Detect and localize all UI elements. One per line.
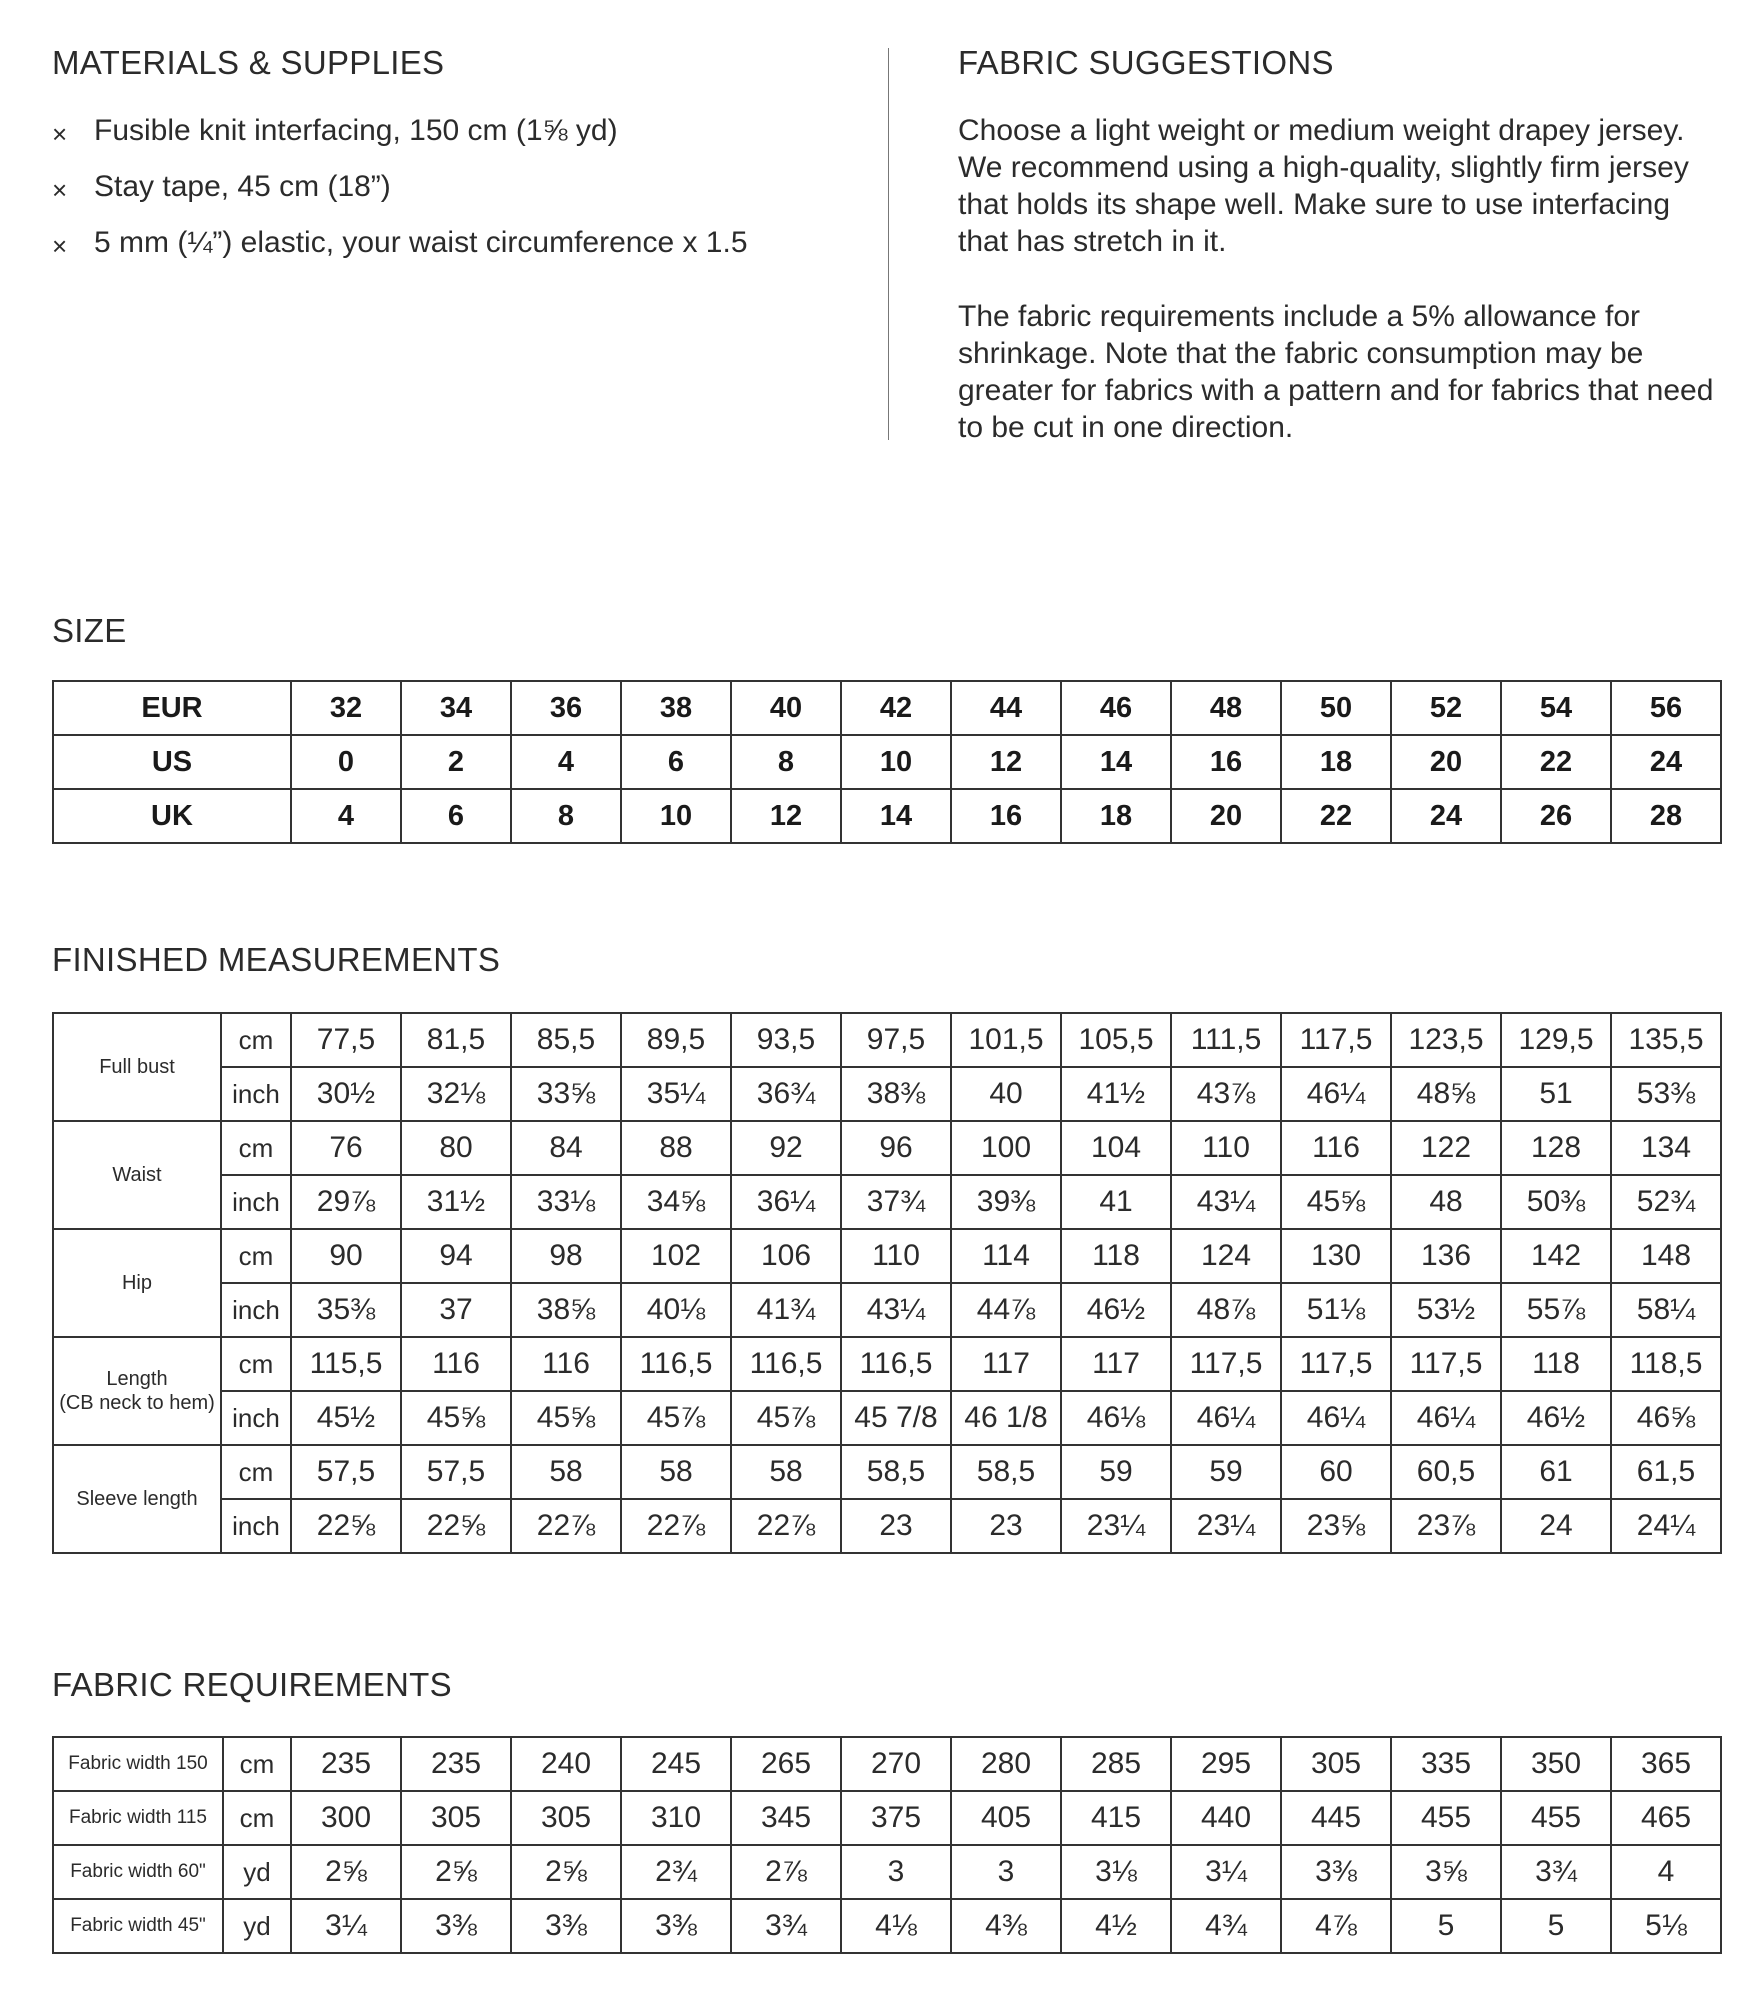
size-cell: 14: [841, 789, 951, 843]
fabric-width-label: Fabric width 45": [53, 1899, 223, 1953]
measurement-cell: 33⅝: [511, 1067, 621, 1121]
fabric-amount-cell: 5: [1391, 1899, 1501, 1953]
table-row: [53, 1229, 1721, 1283]
measurement-cell: 36¼: [731, 1175, 841, 1229]
measurement-cell: 58: [621, 1445, 731, 1499]
measurement-cell: 45⅝: [401, 1391, 511, 1445]
measurement-cell: 117,5: [1391, 1337, 1501, 1391]
fabric-amount-cell: 310: [621, 1791, 731, 1845]
measurement-cell: 110: [841, 1229, 951, 1283]
finished-measurements-heading: FINISHED MEASUREMENTS: [52, 941, 501, 978]
size-cell: 26: [1501, 789, 1611, 843]
measurement-cell: 58: [731, 1445, 841, 1499]
size-system-label: UK: [53, 789, 291, 843]
fabric-amount-cell: 2⅝: [511, 1845, 621, 1899]
size-cell: 34: [401, 681, 511, 735]
measurement-cell: 117,5: [1171, 1337, 1281, 1391]
measurement-cell: 129,5: [1501, 1013, 1611, 1067]
size-cell: 4: [291, 789, 401, 843]
measurement-cell: 118,5: [1611, 1337, 1721, 1391]
size-cell: 0: [291, 735, 401, 789]
measurement-cell: 22⅞: [621, 1499, 731, 1553]
measurement-cell: 53⅜: [1611, 1067, 1721, 1121]
measurement-cell: 58: [511, 1445, 621, 1499]
size-heading: SIZE: [52, 612, 127, 649]
measurement-cell: 94: [401, 1229, 511, 1283]
table-row: [53, 1121, 1721, 1175]
fabric-requirements-heading: FABRIC REQUIREMENTS: [52, 1666, 452, 1703]
measurement-cell: 58¼: [1611, 1283, 1721, 1337]
size-cell: 16: [951, 789, 1061, 843]
size-cell: 48: [1171, 681, 1281, 735]
cross-bullet-icon: ×: [52, 119, 68, 149]
measurement-cell: 128: [1501, 1121, 1611, 1175]
measurement-cell: 48: [1391, 1175, 1501, 1229]
size-cell: 22: [1281, 789, 1391, 843]
size-cell: 20: [1391, 735, 1501, 789]
size-cell: 28: [1611, 789, 1721, 843]
fabric-amount-cell: 2⅝: [401, 1845, 511, 1899]
fabric-amount-cell: 235: [291, 1737, 401, 1791]
measurement-cell: 48⅝: [1391, 1067, 1501, 1121]
fabric-amount-cell: 3⅜: [401, 1899, 511, 1953]
fabric-amount-cell: 415: [1061, 1791, 1171, 1845]
fabric-amount-cell: 5: [1501, 1899, 1611, 1953]
fabric-amount-cell: 3: [841, 1845, 951, 1899]
measurement-label: Length (CB neck to hem): [53, 1337, 221, 1445]
measurement-cell: 38⅝: [511, 1283, 621, 1337]
measurement-cell: 60,5: [1391, 1445, 1501, 1499]
fabric-amount-cell: 445: [1281, 1791, 1391, 1845]
measurement-cell: 117,5: [1281, 1337, 1391, 1391]
size-cell: 50: [1281, 681, 1391, 735]
measurement-cell: 116,5: [841, 1337, 951, 1391]
table-row: [53, 1175, 1721, 1229]
table-row: [53, 1067, 1721, 1121]
size-cell: 12: [731, 789, 841, 843]
table-row: [53, 735, 1721, 789]
size-cell: 6: [621, 735, 731, 789]
size-cell: 40: [731, 681, 841, 735]
fabric-amount-cell: 305: [401, 1791, 511, 1845]
measurement-cell: 123,5: [1391, 1013, 1501, 1067]
fabric-amount-cell: 4: [1611, 1845, 1721, 1899]
cross-bullet-icon: ×: [52, 231, 68, 261]
measurement-cell: 81,5: [401, 1013, 511, 1067]
measurement-cell: 115,5: [291, 1337, 401, 1391]
fabric-amount-cell: 440: [1171, 1791, 1281, 1845]
fabric-amount-cell: 455: [1501, 1791, 1611, 1845]
fabric-amount-cell: 3¼: [291, 1899, 401, 1953]
measurement-cell: 102: [621, 1229, 731, 1283]
fabric-amount-cell: 3⅛: [1061, 1845, 1171, 1899]
measurement-cell: 40: [951, 1067, 1061, 1121]
measurement-cell: 100: [951, 1121, 1061, 1175]
fabric-amount-cell: 2⅝: [291, 1845, 401, 1899]
fabric-amount-cell: 240: [511, 1737, 621, 1791]
fabric-requirements-table: [52, 1736, 1722, 1954]
fabric-amount-cell: 4⅞: [1281, 1899, 1391, 1953]
measurement-cell: 61: [1501, 1445, 1611, 1499]
measurement-cell: 35¼: [621, 1067, 731, 1121]
measurement-cell: 117,5: [1281, 1013, 1391, 1067]
measurement-cell: 23: [841, 1499, 951, 1553]
size-cell: 10: [621, 789, 731, 843]
size-cell: 12: [951, 735, 1061, 789]
fabric-amount-cell: 375: [841, 1791, 951, 1845]
table-row: [53, 1499, 1721, 1553]
size-cell: 24: [1391, 789, 1501, 843]
measurement-cell: 33⅛: [511, 1175, 621, 1229]
measurement-cell: 32⅛: [401, 1067, 511, 1121]
fabric-amount-cell: 3¼: [1171, 1845, 1281, 1899]
fabric-amount-cell: 3⅜: [1281, 1845, 1391, 1899]
measurement-cell: 46⅛: [1061, 1391, 1171, 1445]
measurement-cell: 23⅝: [1281, 1499, 1391, 1553]
measurement-cell: 57,5: [291, 1445, 401, 1499]
materials-item: [52, 166, 852, 222]
measurement-cell: 45½: [291, 1391, 401, 1445]
measurement-cell: 59: [1061, 1445, 1171, 1499]
measurement-cell: 116: [1281, 1121, 1391, 1175]
unit-cell: cm: [223, 1791, 291, 1845]
unit-cell: cm: [223, 1737, 291, 1791]
measurement-cell: 57,5: [401, 1445, 511, 1499]
measurement-cell: 52¾: [1611, 1175, 1721, 1229]
size-cell: 14: [1061, 735, 1171, 789]
measurement-cell: 114: [951, 1229, 1061, 1283]
size-cell: 16: [1171, 735, 1281, 789]
measurement-cell: 45⅝: [511, 1391, 621, 1445]
measurement-cell: 41: [1061, 1175, 1171, 1229]
measurement-cell: 122: [1391, 1121, 1501, 1175]
measurement-cell: 22⅝: [291, 1499, 401, 1553]
measurement-cell: 98: [511, 1229, 621, 1283]
measurement-label: Full bust: [53, 1013, 221, 1121]
measurement-cell: 24¼: [1611, 1499, 1721, 1553]
fabric-amount-cell: 295: [1171, 1737, 1281, 1791]
unit-cell: cm: [221, 1445, 291, 1499]
measurement-cell: 58,5: [951, 1445, 1061, 1499]
measurement-cell: 84: [511, 1121, 621, 1175]
unit-cell: cm: [221, 1229, 291, 1283]
measurement-cell: 46¼: [1391, 1391, 1501, 1445]
measurement-cell: 53½: [1391, 1283, 1501, 1337]
size-cell: 24: [1611, 735, 1721, 789]
measurement-cell: 23¼: [1061, 1499, 1171, 1553]
unit-cell: yd: [223, 1845, 291, 1899]
measurement-cell: 50⅜: [1501, 1175, 1611, 1229]
measurement-cell: 43¼: [1171, 1175, 1281, 1229]
measurement-cell: 92: [731, 1121, 841, 1175]
table-row: [53, 1845, 1721, 1899]
size-cell: 52: [1391, 681, 1501, 735]
measurement-cell: 58,5: [841, 1445, 951, 1499]
unit-cell: inch: [221, 1175, 291, 1229]
fabric-amount-cell: 270: [841, 1737, 951, 1791]
measurement-cell: 111,5: [1171, 1013, 1281, 1067]
measurement-cell: 51⅛: [1281, 1283, 1391, 1337]
size-cell: 22: [1501, 735, 1611, 789]
fabric-amount-cell: 3⅜: [511, 1899, 621, 1953]
measurement-cell: 44⅞: [951, 1283, 1061, 1337]
measurement-cell: 23: [951, 1499, 1061, 1553]
unit-cell: inch: [221, 1499, 291, 1553]
measurement-cell: 37¾: [841, 1175, 951, 1229]
size-cell: 4: [511, 735, 621, 789]
measurement-cell: 23¼: [1171, 1499, 1281, 1553]
measurement-cell: 59: [1171, 1445, 1281, 1499]
measurement-cell: 22⅝: [401, 1499, 511, 1553]
measurement-cell: 38⅜: [841, 1067, 951, 1121]
measurement-cell: 135,5: [1611, 1013, 1721, 1067]
fabric-suggestions-paragraph-2: The fabric requirements include a 5% allowance for shrinkage. Note that the fabric consumption may be greater for fabrics with a pattern and for fabrics that need to be cut in one direction.: [958, 300, 1714, 444]
measurement-cell: 48⅞: [1171, 1283, 1281, 1337]
measurement-cell: 37: [401, 1283, 511, 1337]
measurement-cell: 90: [291, 1229, 401, 1283]
size-cell: 6: [401, 789, 511, 843]
fabric-width-label: Fabric width 60": [53, 1845, 223, 1899]
fabric-suggestions-heading: FABRIC SUGGESTIONS: [958, 44, 1334, 81]
fabric-amount-cell: 365: [1611, 1737, 1721, 1791]
column-divider: [888, 48, 889, 440]
measurement-cell: 46¼: [1171, 1391, 1281, 1445]
size-cell: 32: [291, 681, 401, 735]
size-cell: 8: [731, 735, 841, 789]
measurement-cell: 29⅞: [291, 1175, 401, 1229]
fabric-amount-cell: 265: [731, 1737, 841, 1791]
measurement-label: Waist: [53, 1121, 221, 1229]
unit-cell: cm: [221, 1121, 291, 1175]
measurement-cell: 60: [1281, 1445, 1391, 1499]
measurement-cell: 116: [511, 1337, 621, 1391]
measurement-cell: 30½: [291, 1067, 401, 1121]
table-row: [53, 681, 1721, 735]
size-cell: 46: [1061, 681, 1171, 735]
size-cell: 36: [511, 681, 621, 735]
measurement-cell: 55⅞: [1501, 1283, 1611, 1337]
table-row: [53, 1013, 1721, 1067]
measurement-cell: 85,5: [511, 1013, 621, 1067]
table-row: [53, 1791, 1721, 1845]
measurement-cell: 40⅛: [621, 1283, 731, 1337]
measurement-cell: 116,5: [621, 1337, 731, 1391]
measurement-cell: 46½: [1061, 1283, 1171, 1337]
measurement-cell: 46¼: [1281, 1067, 1391, 1121]
fabric-amount-cell: 3¾: [731, 1899, 841, 1953]
measurement-cell: 45⅝: [1281, 1175, 1391, 1229]
measurement-cell: 45⅞: [731, 1391, 841, 1445]
measurement-cell: 93,5: [731, 1013, 841, 1067]
size-cell: 42: [841, 681, 951, 735]
unit-cell: inch: [221, 1391, 291, 1445]
measurement-cell: 110: [1171, 1121, 1281, 1175]
materials-item-text: Stay tape, 45 cm (18”): [94, 170, 391, 203]
measurement-label: Sleeve length: [53, 1445, 221, 1553]
fabric-width-label: Fabric width 150: [53, 1737, 223, 1791]
fabric-amount-cell: 335: [1391, 1737, 1501, 1791]
fabric-amount-cell: 280: [951, 1737, 1061, 1791]
fabric-amount-cell: 305: [1281, 1737, 1391, 1791]
measurement-cell: 45⅞: [621, 1391, 731, 1445]
unit-cell: yd: [223, 1899, 291, 1953]
size-cell: 18: [1281, 735, 1391, 789]
measurement-cell: 45 7/8: [841, 1391, 951, 1445]
measurement-cell: 22⅞: [511, 1499, 621, 1553]
fabric-amount-cell: 4⅜: [951, 1899, 1061, 1953]
measurement-cell: 130: [1281, 1229, 1391, 1283]
measurement-cell: 41¾: [731, 1283, 841, 1337]
size-cell: 8: [511, 789, 621, 843]
size-system-label: US: [53, 735, 291, 789]
cross-bullet-icon: ×: [52, 175, 68, 205]
unit-cell: inch: [221, 1283, 291, 1337]
size-cell: 44: [951, 681, 1061, 735]
fabric-amount-cell: 3⅜: [621, 1899, 731, 1953]
measurement-cell: 89,5: [621, 1013, 731, 1067]
measurement-label: Hip: [53, 1229, 221, 1337]
table-row: [53, 1445, 1721, 1499]
size-system-label: EUR: [53, 681, 291, 735]
fabric-amount-cell: 345: [731, 1791, 841, 1845]
fabric-amount-cell: 4⅛: [841, 1899, 951, 1953]
measurement-cell: 23⅞: [1391, 1499, 1501, 1553]
materials-heading: MATERIALS & SUPPLIES: [52, 44, 445, 81]
fabric-amount-cell: 350: [1501, 1737, 1611, 1791]
table-row: [53, 1337, 1721, 1391]
fabric-amount-cell: 2⅞: [731, 1845, 841, 1899]
measurement-cell: 61,5: [1611, 1445, 1721, 1499]
measurement-cell: 51: [1501, 1067, 1611, 1121]
fabric-amount-cell: 465: [1611, 1791, 1721, 1845]
measurement-cell: 31½: [401, 1175, 511, 1229]
measurement-cell: 46⅝: [1611, 1391, 1721, 1445]
measurement-cell: 124: [1171, 1229, 1281, 1283]
measurement-cell: 46¼: [1281, 1391, 1391, 1445]
measurement-cell: 142: [1501, 1229, 1611, 1283]
size-cell: 20: [1171, 789, 1281, 843]
measurement-cell: 43⅞: [1171, 1067, 1281, 1121]
measurement-cell: 118: [1501, 1337, 1611, 1391]
size-cell: 38: [621, 681, 731, 735]
materials-item-text: 5 mm (¼”) elastic, your waist circumference x 1.5: [94, 226, 748, 259]
table-row: [53, 1391, 1721, 1445]
fabric-amount-cell: 4¾: [1171, 1899, 1281, 1953]
materials-item: [52, 110, 852, 166]
fabric-amount-cell: 285: [1061, 1737, 1171, 1791]
measurement-cell: 117: [1061, 1337, 1171, 1391]
unit-cell: cm: [221, 1337, 291, 1391]
measurement-cell: 104: [1061, 1121, 1171, 1175]
measurement-cell: 34⅝: [621, 1175, 731, 1229]
fabric-width-label: Fabric width 115: [53, 1791, 223, 1845]
fabric-amount-cell: 2¾: [621, 1845, 731, 1899]
measurement-cell: 136: [1391, 1229, 1501, 1283]
size-cell: 2: [401, 735, 511, 789]
measurement-cell: 39⅜: [951, 1175, 1061, 1229]
measurement-cell: 106: [731, 1229, 841, 1283]
table-row: [53, 1283, 1721, 1337]
finished-measurements-table: [52, 1012, 1722, 1554]
measurement-cell: 97,5: [841, 1013, 951, 1067]
measurement-cell: 80: [401, 1121, 511, 1175]
measurement-cell: 43¼: [841, 1283, 951, 1337]
fabric-amount-cell: 235: [401, 1737, 511, 1791]
unit-cell: inch: [221, 1067, 291, 1121]
measurement-cell: 116,5: [731, 1337, 841, 1391]
measurement-cell: 41½: [1061, 1067, 1171, 1121]
materials-list: [52, 110, 852, 278]
table-row: [53, 789, 1721, 843]
measurement-cell: 88: [621, 1121, 731, 1175]
fabric-amount-cell: 3¾: [1501, 1845, 1611, 1899]
size-cell: 54: [1501, 681, 1611, 735]
fabric-suggestions-paragraph-1: Choose a light weight or medium weight drapey jersey. We recommend using a high-quality, slightly firm jersey that holds its shape well. Make sure to use interfacing that has stretch in it.: [958, 114, 1689, 258]
measurement-cell: 117: [951, 1337, 1061, 1391]
fabric-amount-cell: 3: [951, 1845, 1061, 1899]
measurement-cell: 118: [1061, 1229, 1171, 1283]
size-table: [52, 680, 1722, 844]
measurement-cell: 22⅞: [731, 1499, 841, 1553]
fabric-amount-cell: 455: [1391, 1791, 1501, 1845]
measurement-cell: 101,5: [951, 1013, 1061, 1067]
table-row: [53, 1737, 1721, 1791]
fabric-amount-cell: 245: [621, 1737, 731, 1791]
fabric-amount-cell: 405: [951, 1791, 1061, 1845]
materials-item: [52, 222, 852, 278]
fabric-amount-cell: 3⅝: [1391, 1845, 1501, 1899]
measurement-cell: 46 1/8: [951, 1391, 1061, 1445]
measurement-cell: 35⅜: [291, 1283, 401, 1337]
measurement-cell: 116: [401, 1337, 511, 1391]
materials-item-text: Fusible knit interfacing, 150 cm (1⅝ yd): [94, 114, 618, 147]
measurement-cell: 105,5: [1061, 1013, 1171, 1067]
unit-cell: cm: [221, 1013, 291, 1067]
size-cell: 10: [841, 735, 951, 789]
measurement-cell: 76: [291, 1121, 401, 1175]
measurement-cell: 46½: [1501, 1391, 1611, 1445]
measurement-cell: 96: [841, 1121, 951, 1175]
size-cell: 56: [1611, 681, 1721, 735]
measurement-cell: 36¾: [731, 1067, 841, 1121]
measurement-cell: 148: [1611, 1229, 1721, 1283]
fabric-amount-cell: 305: [511, 1791, 621, 1845]
fabric-amount-cell: 300: [291, 1791, 401, 1845]
measurement-cell: 134: [1611, 1121, 1721, 1175]
fabric-amount-cell: 5⅛: [1611, 1899, 1721, 1953]
table-row: [53, 1899, 1721, 1953]
measurement-cell: 77,5: [291, 1013, 401, 1067]
size-cell: 18: [1061, 789, 1171, 843]
measurement-cell: 24: [1501, 1499, 1611, 1553]
fabric-amount-cell: 4½: [1061, 1899, 1171, 1953]
